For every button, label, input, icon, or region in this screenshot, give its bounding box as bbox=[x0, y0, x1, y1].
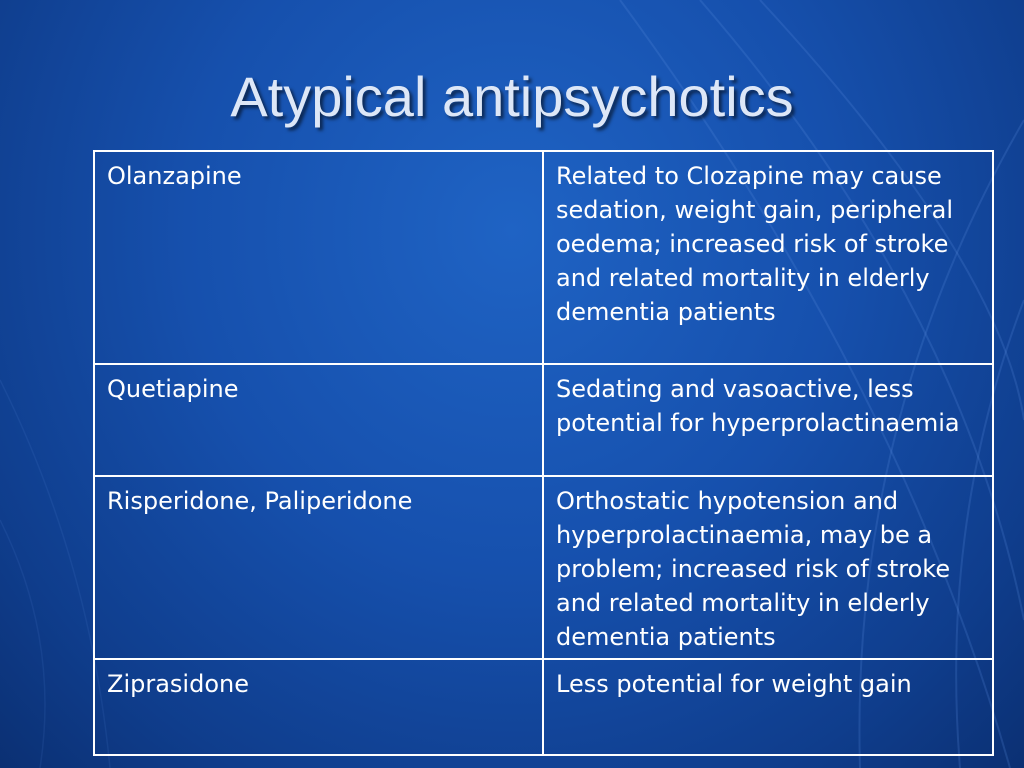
drug-name-cell: Risperidone, Paliperidone bbox=[94, 476, 543, 659]
drug-description-cell: Related to Clozapine may cause sedation, weight gain, peripheral oedema; increased risk of stroke and related mortality in elderly dementia patients bbox=[543, 151, 993, 364]
slide-title: Atypical antipsychotics bbox=[230, 65, 794, 128]
table-row bbox=[94, 364, 993, 476]
table-row bbox=[94, 659, 993, 755]
drug-description-cell: Less potential for weight gain bbox=[543, 659, 993, 755]
drug-table bbox=[93, 150, 994, 756]
drug-name-cell: Olanzapine bbox=[94, 151, 543, 364]
drug-name-cell: Ziprasidone bbox=[94, 659, 543, 755]
table-row bbox=[94, 151, 993, 364]
drug-description-cell: Orthostatic hypotension and hyperprolactinaemia, may be a problem; increased risk of stroke and related mortality in elderly dementia patients bbox=[543, 476, 993, 659]
drug-description-cell: Sedating and vasoactive, less potential for hyperprolactinaemia bbox=[543, 364, 993, 476]
drug-name-cell: Quetiapine bbox=[94, 364, 543, 476]
table-row bbox=[94, 476, 993, 659]
